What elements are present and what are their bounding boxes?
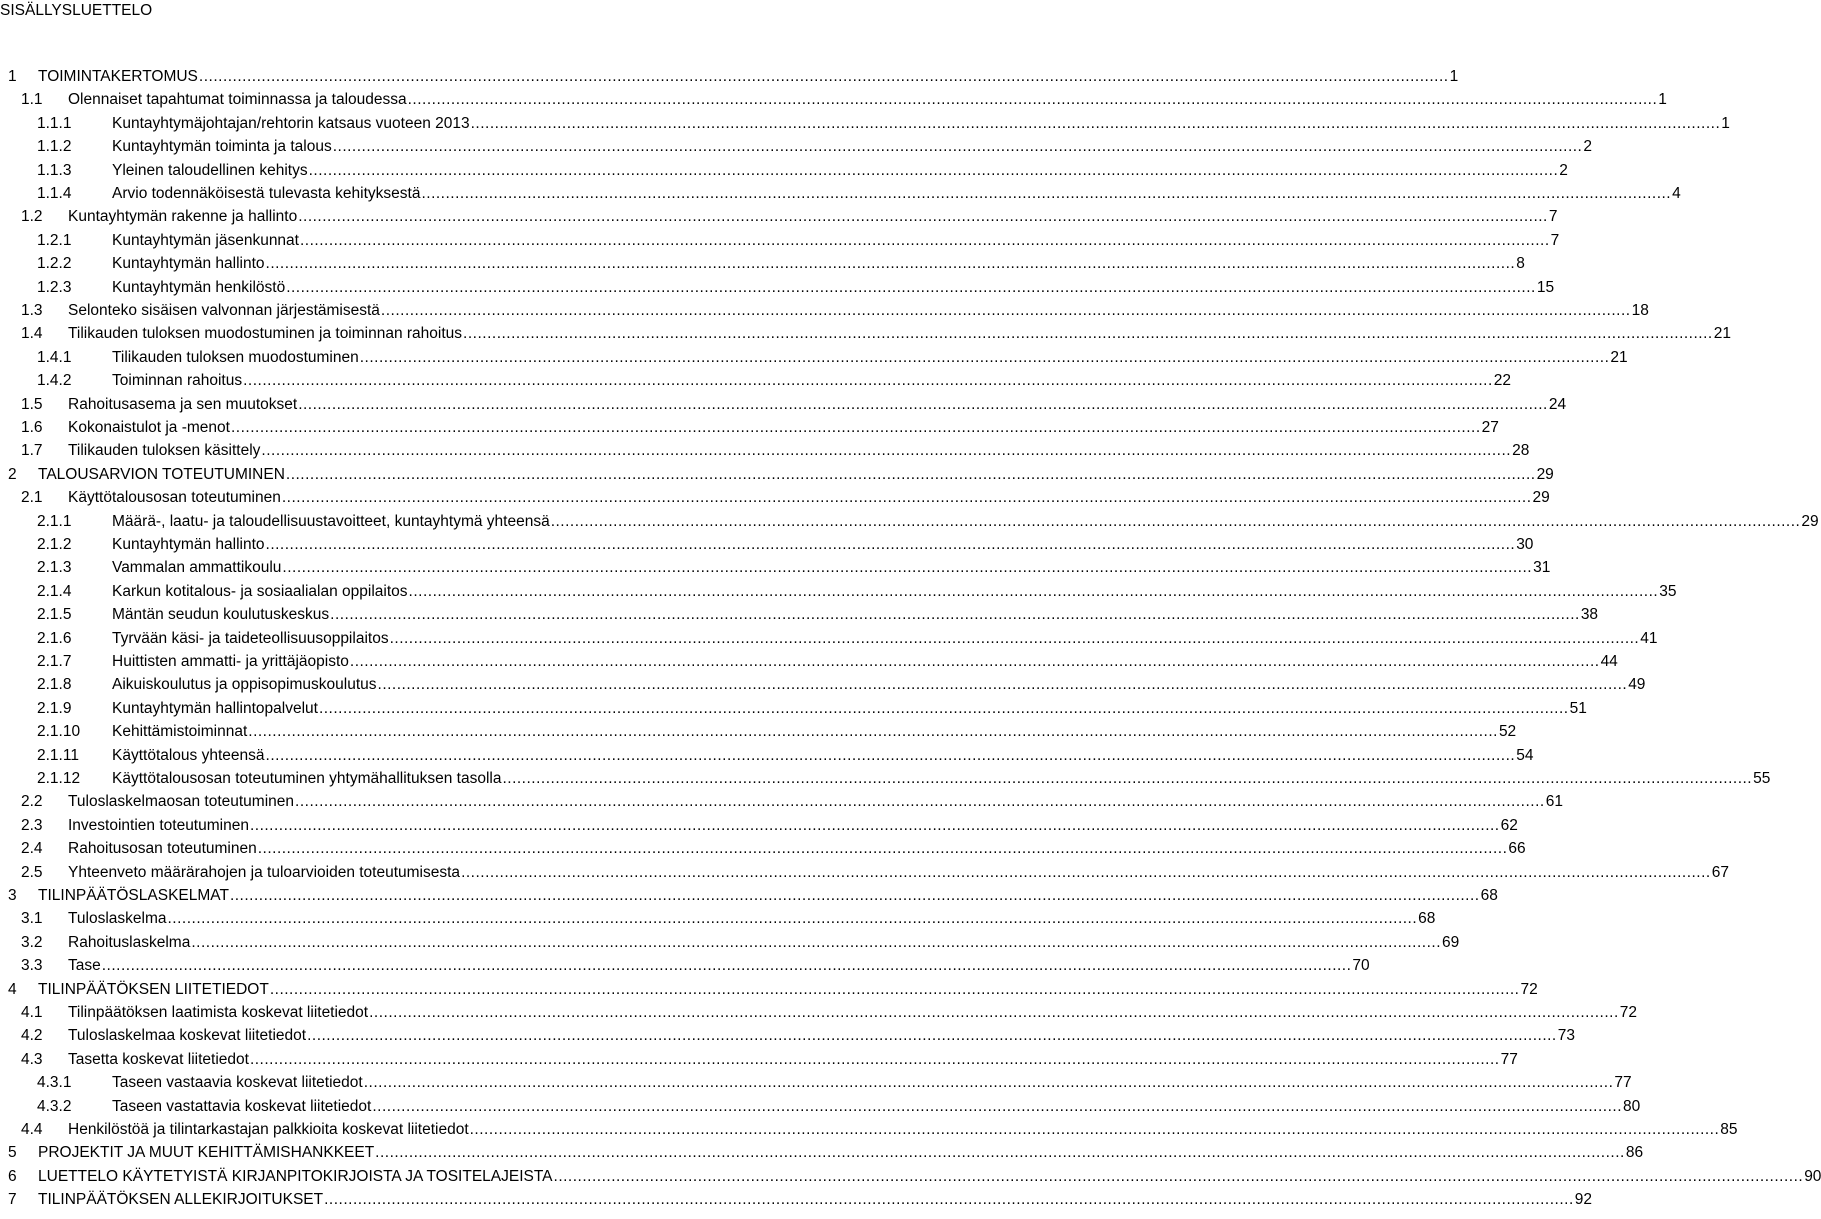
toc-dot-leader: ....................................................................................................................................................................................................................................................................	[324, 1191, 1574, 1209]
toc-entry-number: 3.3	[21, 957, 43, 975]
toc-entry[interactable]	[0, 698, 1587, 720]
toc-entry-number: 1.2.2	[37, 255, 72, 273]
toc-entry-number: 1.4	[21, 325, 43, 343]
toc-entry-label: Kuntayhtymän rakenne ja hallinto	[68, 206, 297, 228]
toc-entry-page: 18	[1631, 302, 1649, 319]
toc-entry-label: Kuntayhtymän hallinto	[112, 253, 265, 275]
toc-entry-label: Vammalan ammattikoulu	[112, 557, 281, 579]
toc-entry-page: 30	[1516, 536, 1534, 553]
toc-entry-page: 90	[1804, 1167, 1821, 1185]
toc-dot-leader: ....................................................................................................................................................................................................................................................................	[249, 1050, 1500, 1068]
toc-entry-number: 1.1.1	[37, 114, 72, 132]
toc-entry-label: Rahoitusasema ja sen muutokset	[68, 394, 297, 416]
toc-entry-label: Tilikauden tuloksen muodostuminen	[112, 347, 359, 369]
toc-entry-number: 5	[8, 1144, 17, 1162]
toc-dot-leader: ....................................................................................................................................................................................................................................................................	[249, 816, 1500, 834]
toc-entry-label: Rahoituslaskelma	[68, 932, 190, 954]
toc-entry[interactable]	[0, 370, 1512, 392]
toc-dot-leader: ....................................................................................................................................................................................................................................................................	[299, 231, 1550, 249]
toc-entry[interactable]	[0, 651, 1618, 673]
toc-dot-leader: ....................................................................................................................................................................................................................................................................	[330, 606, 1580, 624]
toc-entry-number: 2.1.11	[37, 746, 79, 764]
toc-entry-page: 49	[1628, 676, 1646, 694]
toc-entry-number: 1.1	[21, 91, 43, 109]
toc-dot-leader: ....................................................................................................................................................................................................................................................................	[318, 699, 1569, 717]
toc-entry-number: 1.2.3	[37, 278, 72, 296]
toc-entry[interactable]	[0, 300, 1649, 322]
toc-dot-leader: ....................................................................................................................................................................................................................................................................	[286, 278, 1536, 296]
toc-entry[interactable]	[0, 815, 1518, 837]
toc-entry-label: Määrä-, laatu- ja taloudellisuustavoitteet, kuntayhtymä yhteensä	[112, 511, 550, 533]
toc-entry[interactable]	[0, 908, 1436, 930]
toc-entry[interactable]	[0, 838, 1526, 860]
toc-entry-label: TALOUSARVION TOTEUTUMINEN	[38, 464, 285, 486]
toc-entry[interactable]	[0, 66, 1459, 88]
toc-entry-page: 1	[1658, 91, 1667, 109]
toc-dot-leader: ....................................................................................................................................................................................................................................................................	[308, 161, 1559, 179]
toc-entry[interactable]	[0, 557, 1551, 579]
toc-entry[interactable]	[0, 1189, 1593, 1211]
toc-entry-number: 3.1	[21, 910, 43, 928]
toc-entry-page: 8	[1516, 255, 1525, 273]
toc-entry-number: 4.4	[21, 1121, 43, 1138]
toc-entry-label: Henkilöstöä ja tilintarkastajan palkkioita koskevat liitetiedot	[68, 1119, 469, 1141]
toc-entry-label: Tuloslaskelmaosan toteutuminen	[68, 791, 294, 813]
toc-entry-number: 1.1.2	[37, 138, 72, 156]
toc-entry[interactable]	[0, 721, 1517, 743]
toc-entry-label: Käyttötalousosan toteutuminen	[68, 487, 281, 509]
toc-entry-label: Kuntayhtymän toiminta ja talous	[112, 136, 332, 158]
toc-entry-page: 41	[1640, 629, 1658, 647]
toc-entry[interactable]	[0, 464, 1554, 486]
toc-entry-number: 1.2.1	[37, 231, 72, 249]
toc-entry-page: 77	[1614, 1074, 1632, 1092]
toc-entry-page: 67	[1711, 863, 1729, 881]
toc-entry[interactable]	[0, 511, 1819, 533]
toc-entry[interactable]	[0, 745, 1534, 767]
toc-dot-leader: ....................................................................................................................................................................................................................................................................	[469, 1121, 1720, 1138]
toc-entry-number: 2.1.12	[37, 770, 81, 787]
toc-entry-number: 2.1.4	[37, 582, 72, 600]
toc-entry-number: 4.3.2	[37, 1097, 72, 1115]
toc-entry[interactable]	[0, 394, 1567, 416]
toc-dot-leader: ....................................................................................................................................................................................................................................................................	[369, 1004, 1619, 1021]
toc-dot-leader: ....................................................................................................................................................................................................................................................................	[407, 91, 1658, 109]
toc-entry-page: 22	[1493, 372, 1512, 390]
toc-entry[interactable]	[0, 581, 1677, 603]
toc-dot-leader: ....................................................................................................................................................................................................................................................................	[502, 770, 1753, 787]
toc-entry-page: 29	[1532, 489, 1550, 507]
toc-entry[interactable]	[0, 183, 1681, 205]
toc-entry-page: 2	[1559, 161, 1568, 179]
toc-dot-leader: ....................................................................................................................................................................................................................................................................	[257, 840, 1508, 858]
toc-entry-number: 4	[8, 980, 17, 998]
toc-entry-number: 4.3	[21, 1050, 43, 1068]
toc-entry-label: TILINPÄÄTÖSLASKELMAT	[38, 885, 229, 907]
toc-entry-page: 62	[1500, 816, 1518, 834]
toc-dot-leader: ....................................................................................................................................................................................................................................................................	[463, 325, 1713, 343]
toc-entry-page: 61	[1545, 793, 1563, 811]
toc-dot-leader: ....................................................................................................................................................................................................................................................................	[229, 887, 1480, 904]
toc-entry[interactable]	[0, 1119, 1738, 1141]
toc-entry-label: Käyttötalousosan toteutuminen yhtymähallituksen tasolla	[112, 768, 501, 790]
toc-entry-label: Tuloslaskelma	[68, 908, 167, 930]
toc-entry-page: 28	[1512, 442, 1530, 460]
toc-entry-number: 4.3.1	[37, 1074, 72, 1092]
toc-entry-page: 77	[1500, 1050, 1518, 1068]
toc-entry[interactable]	[0, 89, 1667, 111]
toc-entry-number: 6	[8, 1167, 17, 1185]
toc-entry-number: 2	[8, 465, 17, 483]
toc-dot-leader: ....................................................................................................................................................................................................................................................................	[265, 746, 1516, 764]
toc-entry-label: Kokonaistulot ja -menot	[68, 417, 230, 439]
toc-entry-number: 1.7	[21, 442, 43, 460]
toc-entry-label: PROJEKTIT JA MUUT KEHITTÄMISHANKKEET	[38, 1142, 374, 1164]
toc-dot-leader: ....................................................................................................................................................................................................................................................................	[248, 723, 1498, 741]
toc-dot-leader: ....................................................................................................................................................................................................................................................................	[230, 419, 1481, 436]
toc-entry[interactable]	[0, 1142, 1644, 1164]
toc-entry[interactable]	[0, 417, 1499, 439]
toc-entry-page: 52	[1498, 723, 1517, 741]
toc-dot-leader: ....................................................................................................................................................................................................................................................................	[269, 980, 1520, 998]
toc-dot-leader: ....................................................................................................................................................................................................................................................................	[553, 1167, 1804, 1185]
toc-entry-page: 68	[1480, 887, 1498, 904]
toc-entry-number: 2.1.1	[37, 512, 72, 530]
toc-entry-page: 80	[1623, 1097, 1641, 1115]
toc-entry-page: 72	[1520, 980, 1538, 998]
toc-entry-number: 2.1.3	[37, 559, 72, 577]
toc-entry[interactable]	[0, 628, 1658, 650]
toc-entry-number: 2.3	[21, 816, 43, 834]
toc-entry[interactable]	[0, 979, 1538, 1001]
toc-dot-leader: ....................................................................................................................................................................................................................................................................	[372, 1097, 1623, 1115]
toc-entry-label: Olennaiset tapahtumat toiminnassa ja taloudessa	[68, 89, 407, 111]
toc-entry-number: 2.5	[21, 863, 43, 881]
toc-entry-label: LUETTELO KÄYTETYISTÄ KIRJANPITOKIRJOISTA JA TOSITELAJEISTA	[38, 1166, 553, 1188]
toc-entry-number: 3.2	[21, 933, 43, 951]
toc-entry-label: Taseen vastattavia koskevat liitetiedot	[112, 1096, 371, 1118]
toc-dot-leader: ....................................................................................................................................................................................................................................................................	[461, 863, 1711, 881]
toc-entry-number: 1	[8, 68, 17, 85]
toc-dot-leader: ....................................................................................................................................................................................................................................................................	[375, 1144, 1625, 1162]
toc-entry-number: 1.2	[21, 208, 43, 226]
page-title: SISÄLLYSLUETTELO	[0, 2, 153, 19]
toc-entry[interactable]	[0, 1025, 1575, 1047]
toc-entry[interactable]	[0, 206, 1558, 228]
toc-entry[interactable]	[0, 1002, 1638, 1024]
toc-entry-number: 1.6	[21, 419, 43, 436]
toc-entry-page: 68	[1418, 910, 1436, 928]
toc-entry-label: Tilinpäätöksen laatimista koskevat liitetiedot	[68, 1002, 368, 1024]
toc-entry[interactable]	[0, 487, 1550, 509]
toc-entry-number: 2.1.7	[37, 653, 72, 670]
toc-entry-page: 7	[1550, 231, 1560, 249]
toc-dot-leader: ....................................................................................................................................................................................................................................................................	[363, 1074, 1614, 1092]
toc-entry-label: Toiminnan rahoitus	[112, 370, 242, 392]
toc-entry-page: 85	[1720, 1121, 1738, 1138]
toc-dot-leader: ....................................................................................................................................................................................................................................................................	[550, 512, 1801, 530]
toc-entry-label: Käyttötalous yhteensä	[112, 745, 265, 767]
toc-entry-page: 29	[1536, 465, 1554, 483]
toc-dot-leader: ....................................................................................................................................................................................................................................................................	[470, 114, 1721, 132]
toc-entry-label: Mäntän seudun koulutuskeskus	[112, 604, 329, 626]
toc-dot-leader: ....................................................................................................................................................................................................................................................................	[332, 138, 1583, 156]
toc-dot-leader: ....................................................................................................................................................................................................................................................................	[298, 395, 1548, 413]
toc-entry-label: TILINPÄÄTÖKSEN ALLEKIRJOITUKSET	[38, 1189, 323, 1211]
toc-entry-page: 38	[1580, 606, 1599, 624]
toc-entry-page: 1	[1721, 114, 1730, 132]
toc-dot-leader: ....................................................................................................................................................................................................................................................................	[191, 933, 1442, 951]
toc-entry-page: 72	[1619, 1004, 1638, 1021]
toc-entry-label: Kehittämistoiminnat	[112, 721, 247, 743]
toc-entry-number: 3	[8, 887, 17, 904]
toc-entry-page: 7	[1548, 208, 1558, 226]
toc-entry-label: Kuntayhtymän hallintopalvelut	[112, 698, 318, 720]
toc-entry-page: 92	[1574, 1191, 1593, 1209]
toc-entry-label: TOIMINTAKERTOMUS	[38, 66, 198, 88]
toc-entry[interactable]	[0, 955, 1370, 977]
toc-entry-label: Taseen vastaavia koskevat liitetiedot	[112, 1072, 363, 1094]
toc-dot-leader: ....................................................................................................................................................................................................................................................................	[282, 559, 1533, 577]
toc-entry-number: 2.1.5	[37, 606, 72, 624]
toc-entry[interactable]	[0, 932, 1460, 954]
toc-dot-leader: ....................................................................................................................................................................................................................................................................	[298, 208, 1548, 226]
toc-entry[interactable]	[0, 113, 1730, 135]
toc-entry-page: 1	[1449, 68, 1459, 85]
toc-entry-label: Tilikauden tuloksen muodostuminen ja toiminnan rahoitus	[68, 323, 462, 345]
toc-entry-page: 35	[1659, 582, 1677, 600]
toc-entry-page: 4	[1672, 185, 1681, 202]
toc-entry-label: Investointien toteutuminen	[68, 815, 249, 837]
toc-entry[interactable]	[0, 136, 1592, 158]
toc-entry-page: 69	[1442, 933, 1460, 951]
toc-entry-number: 2.1	[21, 489, 43, 507]
toc-entry-number: 1.5	[21, 395, 43, 413]
toc-dot-leader: ....................................................................................................................................................................................................................................................................	[349, 653, 1600, 670]
toc-entry-number: 4.2	[21, 1027, 43, 1045]
toc-entry[interactable]	[0, 440, 1530, 462]
toc-dot-leader: ....................................................................................................................................................................................................................................................................	[285, 465, 1536, 483]
toc-entry[interactable]	[0, 1166, 1821, 1188]
toc-entry[interactable]	[0, 323, 1731, 345]
toc-entry-page: 15	[1536, 278, 1555, 296]
toc-entry[interactable]	[0, 277, 1555, 299]
toc-entry-page: 29	[1801, 512, 1819, 530]
toc-entry-number: 1.1.3	[37, 161, 72, 179]
toc-dot-leader: ....................................................................................................................................................................................................................................................................	[377, 676, 1628, 694]
toc-entry-label: Rahoitusosan toteutuminen	[68, 838, 257, 860]
toc-entry-page: 86	[1625, 1144, 1644, 1162]
toc-entry-number: 7	[8, 1191, 17, 1209]
toc-entry-label: Tilikauden tuloksen käsittely	[68, 440, 260, 462]
toc-entry-page: 55	[1753, 770, 1771, 787]
toc-entry-label: Kuntayhtymän jäsenkunnat	[112, 230, 299, 252]
toc-entry[interactable]	[0, 862, 1729, 884]
toc-entry-label: Tase	[68, 955, 101, 977]
toc-entry-number: 1.3	[21, 302, 43, 319]
toc-entry-number: 1.4.1	[37, 348, 72, 366]
toc-dot-leader: ....................................................................................................................................................................................................................................................................	[198, 68, 1449, 85]
toc-entry-number: 1.1.4	[37, 185, 72, 202]
toc-entry[interactable]	[0, 1049, 1518, 1071]
toc-dot-leader: ....................................................................................................................................................................................................................................................................	[243, 372, 1493, 390]
toc-entry-number: 2.2	[21, 793, 43, 811]
toc-entry-label: Kuntayhtymäjohtajan/rehtorin katsaus vuoteen 2013	[112, 113, 470, 135]
toc-entry[interactable]	[0, 885, 1498, 907]
toc-dot-leader: ....................................................................................................................................................................................................................................................................	[359, 348, 1610, 366]
toc-entry[interactable]	[0, 1072, 1632, 1094]
toc-dot-leader: ....................................................................................................................................................................................................................................................................	[408, 582, 1659, 600]
toc-dot-leader: ....................................................................................................................................................................................................................................................................	[380, 302, 1631, 319]
toc-entry[interactable]	[0, 160, 1568, 182]
toc-entry[interactable]	[0, 534, 1534, 556]
toc-entry-number: 2.1.8	[37, 676, 72, 694]
toc-entry-label: Yhteenveto määrärahojen ja tuloarvioiden toteutumisesta	[68, 862, 460, 884]
toc-entry-number: 2.1.6	[37, 629, 72, 647]
toc-entry-label: Selonteko sisäisen valvonnan järjestämisestä	[68, 300, 380, 322]
toc-entry-label: Kuntayhtymän henkilöstö	[112, 277, 285, 299]
toc-entry-label: Tyrvään käsi- ja taideteollisuusoppilaitos	[112, 628, 389, 650]
toc-entry-page: 31	[1533, 559, 1551, 577]
toc-entry-page: 66	[1508, 840, 1526, 858]
toc-entry-label: Karkun kotitalous- ja sosiaalialan oppilaitos	[112, 581, 408, 603]
toc-entry-page: 54	[1516, 746, 1534, 764]
toc-dot-leader: ....................................................................................................................................................................................................................................................................	[307, 1027, 1557, 1045]
toc-entry-label: Arvio todennäköisestä tulevasta kehityksestä	[112, 183, 420, 205]
toc-entry[interactable]	[0, 347, 1628, 369]
toc-dot-leader: ....................................................................................................................................................................................................................................................................	[261, 442, 1512, 460]
toc-entry[interactable]	[0, 1096, 1641, 1118]
toc-entry-page: 21	[1610, 348, 1628, 366]
toc-entry[interactable]	[0, 230, 1560, 252]
toc-entry[interactable]	[0, 604, 1599, 626]
toc-entry[interactable]	[0, 253, 1525, 275]
toc-dot-leader: ....................................................................................................................................................................................................................................................................	[389, 629, 1640, 647]
toc-dot-leader: ....................................................................................................................................................................................................................................................................	[281, 489, 1532, 507]
toc-entry-label: Yleinen taloudellinen kehitys	[112, 160, 308, 182]
toc-dot-leader: ....................................................................................................................................................................................................................................................................	[167, 910, 1418, 928]
toc-entry-number: 4.1	[21, 1004, 43, 1021]
toc-entry-page: 21	[1713, 325, 1731, 343]
toc-entry-label: Aikuiskoulutus ja oppisopimuskoulutus	[112, 674, 377, 696]
toc-dot-leader: ....................................................................................................................................................................................................................................................................	[295, 793, 1545, 811]
toc-entry-number: 2.1.9	[37, 699, 72, 717]
toc-entry-number: 2.1.2	[37, 536, 72, 553]
toc-dot-leader: ....................................................................................................................................................................................................................................................................	[421, 185, 1672, 202]
toc-entry-page: 24	[1548, 395, 1567, 413]
toc-entry-number: 1.4.2	[37, 372, 72, 390]
toc-entry-label: Kuntayhtymän hallinto	[112, 534, 265, 556]
toc-entry[interactable]	[0, 674, 1646, 696]
toc-entry-page: 51	[1569, 699, 1587, 717]
toc-entry-number: 2.4	[21, 840, 43, 858]
toc-entry-label: Tuloslaskelmaa koskevat liitetiedot	[68, 1025, 306, 1047]
toc-entry-label: Tasetta koskevat liitetiedot	[68, 1049, 249, 1071]
toc-entry-number: 2.1.10	[37, 723, 81, 741]
toc-entry[interactable]	[0, 791, 1563, 813]
toc-dot-leader: ....................................................................................................................................................................................................................................................................	[265, 536, 1516, 553]
toc-entry-page: 44	[1600, 653, 1618, 670]
toc-dot-leader: ....................................................................................................................................................................................................................................................................	[265, 255, 1516, 273]
toc-dot-leader: ....................................................................................................................................................................................................................................................................	[101, 957, 1352, 975]
toc-entry-page: 2	[1583, 138, 1592, 156]
toc-entry-page: 70	[1352, 957, 1370, 975]
toc-entry[interactable]	[0, 768, 1771, 790]
toc-entry-page: 27	[1481, 419, 1499, 436]
toc-entry-label: Huittisten ammatti- ja yrittäjäopisto	[112, 651, 349, 673]
toc-entry-page: 73	[1557, 1027, 1575, 1045]
toc-entry-label: TILINPÄÄTÖKSEN LIITETIEDOT	[38, 979, 269, 1001]
